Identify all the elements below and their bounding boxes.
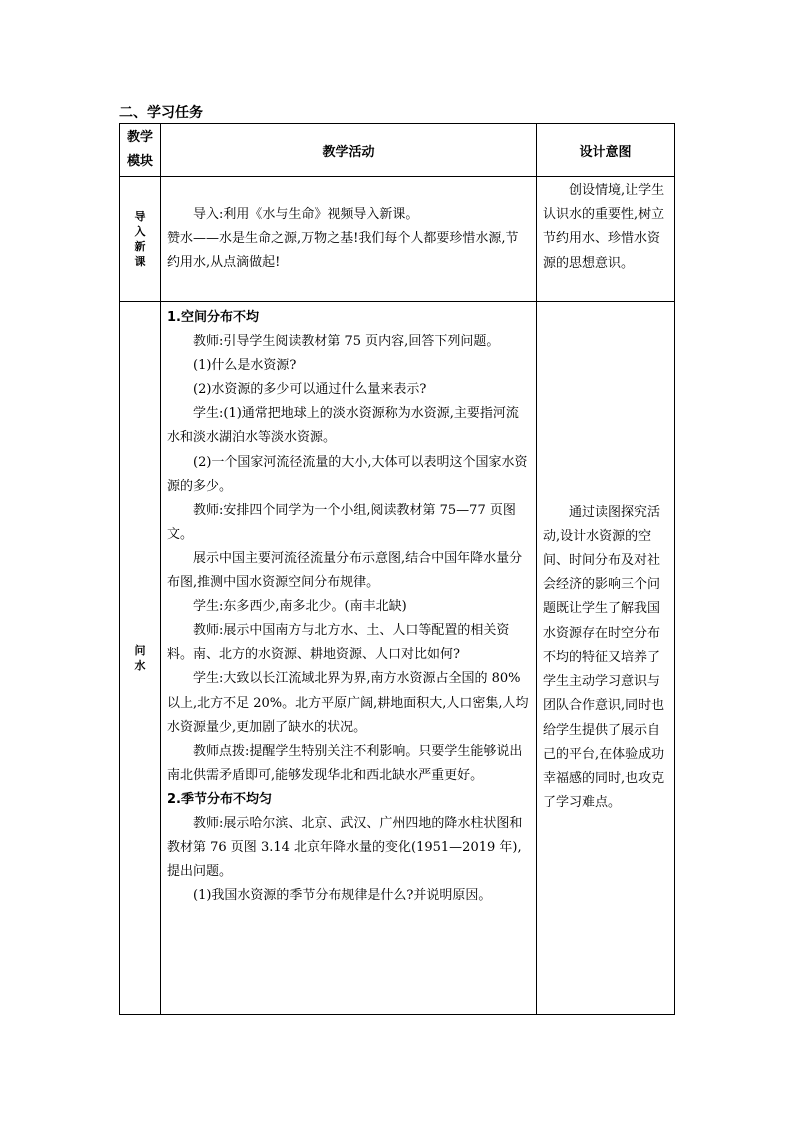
activity-paragraph: 展示中国主要河流径流量分布示意图,结合中国年降水量分布图,推测中国水资源空间分布规律。 bbox=[167, 550, 523, 591]
intent-cell-water bbox=[537, 302, 675, 1015]
activity-paragraph: (2)一个国家河流径流量的大小,大体可以表明这个国家水资源的多少。 bbox=[167, 454, 528, 494]
activity-paragraph: 学生:(1)通常把地球上的淡水资源称为水资源,主要指河流水和淡水湖泊水等淡水资源。 bbox=[167, 406, 519, 446]
activity-paragraph: 教师:引导学生阅读教材第 75 页内容,回答下列问题。 bbox=[193, 334, 500, 350]
module-char: 课 bbox=[134, 255, 146, 268]
subsection-title: 2.季节分布不均匀 bbox=[167, 791, 272, 807]
section-title: 二、学习任务 bbox=[119, 105, 203, 121]
module-char: 问 bbox=[134, 644, 146, 657]
activity-paragraph: (1)什么是水资源? bbox=[193, 358, 297, 374]
module-char: 导 bbox=[134, 210, 146, 223]
activity-paragraph: 教师:展示哈尔滨、北京、武汉、广州四地的降水柱状图和教材第 76 页图 3.14 北京年降水量的变化(1951—2019 年),提出问题。 bbox=[167, 815, 523, 880]
header-intent: 设计意图 bbox=[537, 124, 675, 177]
intent-text: 通过读图探究活动,设计水资源的空间、时间分布及对社会经济的影响三个问题既让学生了解我国水资源存在时空分布不均的特征又培养了学生主动学习意识与团队合作意识,同时也给学生提供了展示自己的平台,在体验成功幸福感的同时,也攻克了学习难点。 bbox=[543, 504, 665, 811]
header-module-line1: 教学 bbox=[126, 130, 153, 145]
table-row-water bbox=[120, 302, 675, 1015]
learning-task-table bbox=[119, 123, 675, 1015]
subsection-title: 1.空间分布不均 bbox=[167, 310, 259, 325]
module-char: 入 bbox=[134, 225, 146, 238]
activity-paragraph: 赞水——水是生命之源,万物之基!我们每个人都要珍惜水源,节约用水,从点滴做起! bbox=[167, 230, 519, 271]
header-activity: 教学活动 bbox=[161, 124, 537, 177]
module-cell-water bbox=[120, 302, 161, 1015]
header-module-line2: 模块 bbox=[126, 154, 153, 169]
table-row-intro bbox=[120, 177, 675, 302]
activity-cell-water bbox=[161, 302, 537, 1015]
activity-paragraph: 导入:利用《水与生命》视频导入新课。 bbox=[193, 206, 419, 222]
activity-paragraph: 学生:大致以长江流域北界为界,南方水资源占全国的 80%以上,北方不足 20%。北方平原广阔,耕地面积大,人口密集,人均水资源量少,更加剧了缺水的状况。 bbox=[167, 671, 529, 735]
intent-text: 创设情境,让学生认识水的重要性,树立节约用水、珍惜水资源的思想意识。 bbox=[543, 183, 665, 271]
module-char: 新 bbox=[134, 240, 146, 253]
activity-paragraph: (1)我国水资源的季节分布规律是什么?并说明原因。 bbox=[193, 888, 492, 904]
module-cell-intro bbox=[120, 177, 161, 302]
activity-cell-intro bbox=[161, 177, 537, 302]
module-char: 水 bbox=[134, 659, 146, 672]
activity-paragraph: (2)水资源的多少可以通过什么量来表示? bbox=[193, 382, 427, 398]
activity-paragraph: 教师:展示中国南方与北方水、土、人口等配置的相关资料。南、北方的水资源、耕地资源、人口对比如何? bbox=[167, 623, 510, 663]
activity-paragraph: 教师:安排四个同学为一个小组,阅读教材第 75—77 页图文。 bbox=[167, 502, 516, 542]
header-module bbox=[120, 124, 161, 177]
table-header-row bbox=[120, 124, 675, 177]
activity-paragraph: 学生:东多西少,南多北少。(南丰北缺) bbox=[193, 599, 407, 615]
intent-cell-intro bbox=[537, 177, 675, 302]
activity-paragraph: 教师点拨:提醒学生特别关注不利影响。只要学生能够说出南北供需矛盾即可,能够发现华北和西北缺水严重更好。 bbox=[167, 743, 523, 783]
